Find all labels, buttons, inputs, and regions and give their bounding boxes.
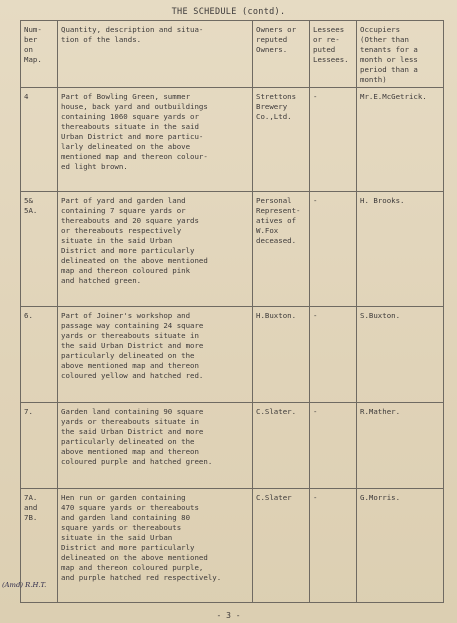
row-number: 6. (21, 307, 58, 403)
row-owner: Personal Represent- atives of W.Fox deceased. (253, 192, 310, 307)
table-header-row (21, 21, 444, 88)
header-description: Quantity, description and situa- tion of the lands. (58, 21, 253, 88)
row-number: 7A. and 7B. (21, 489, 58, 603)
row-description: Garden land containing 90 square yards or thereabouts situate in the said Urban District and more particularly delineated on the above mentioned map and thereon coloured purple and hatched green. (58, 403, 253, 489)
row-lessee: - (310, 403, 357, 489)
header-lessees: Lessees or re- puted Lessees. (310, 21, 357, 88)
row-occupier: Mr.E.McGetrick. (357, 88, 444, 192)
row-description: Part of Joiner's workshop and passage way containing 24 square yards or thereabouts situate in the said Urban District and more particularly delineated on the above mentioned map and thereon coloured yellow and hatched red. (58, 307, 253, 403)
table-row (21, 192, 444, 307)
row-number: 5& 5A. (21, 192, 58, 307)
table-row (21, 489, 444, 603)
row-owner: C.Slater (253, 489, 310, 603)
row-lessee: - (310, 192, 357, 307)
header-occupiers: Occupiers (Other than tenants for a month or less period than a month) (357, 21, 444, 88)
header-number: Num- ber on Map. (21, 21, 58, 88)
row-description: Part of yard and garden land containing 7 square yards or thereabouts and 20 square yards or thereabouts respectively situate in the said Urban District and more particularly delineated on the above mentioned map and thereon coloured pink and hatched green. (58, 192, 253, 307)
row-lessee: - (310, 307, 357, 403)
row-owner: H.Buxton. (253, 307, 310, 403)
row-lessee: - (310, 489, 357, 603)
row-occupier: R.Mather. (357, 403, 444, 489)
row-description: Hen run or garden containing 470 square yards or thereabouts and garden land containing 80 square yards or thereabouts situate in the said Urban District and more particularly delineated on the above mentioned map and thereon coloured purple, and purple hatched red respectively. (58, 489, 253, 603)
header-owners: Owners or reputed Owners. (253, 21, 310, 88)
row-description: Part of Bowling Green, summer house, back yard and outbuildings containing 1060 square yards or thereabouts situate in the said Urban District and more particu- larly delineated on the above mentioned map and thereon colour- ed light brown. (58, 88, 253, 192)
schedule-table (20, 20, 444, 603)
row-lessee: - (310, 88, 357, 192)
row-number: 4 (21, 88, 58, 192)
table-row (21, 88, 444, 192)
handwritten-amendment-note: (Amd) R.H.T. (2, 581, 47, 589)
row-number: 7. (21, 403, 58, 489)
schedule-title: THE SCHEDULE (contd). (171, 7, 286, 17)
table-row (21, 403, 444, 489)
row-occupier: G.Morris. (357, 489, 444, 603)
row-owner: C.Slater. (253, 403, 310, 489)
row-occupier: S.Buxton. (357, 307, 444, 403)
table-row (21, 307, 444, 403)
page-number: - 3 - (216, 611, 241, 620)
row-owner: Strettons Brewery Co.,Ltd. (253, 88, 310, 192)
row-occupier: H. Brooks. (357, 192, 444, 307)
